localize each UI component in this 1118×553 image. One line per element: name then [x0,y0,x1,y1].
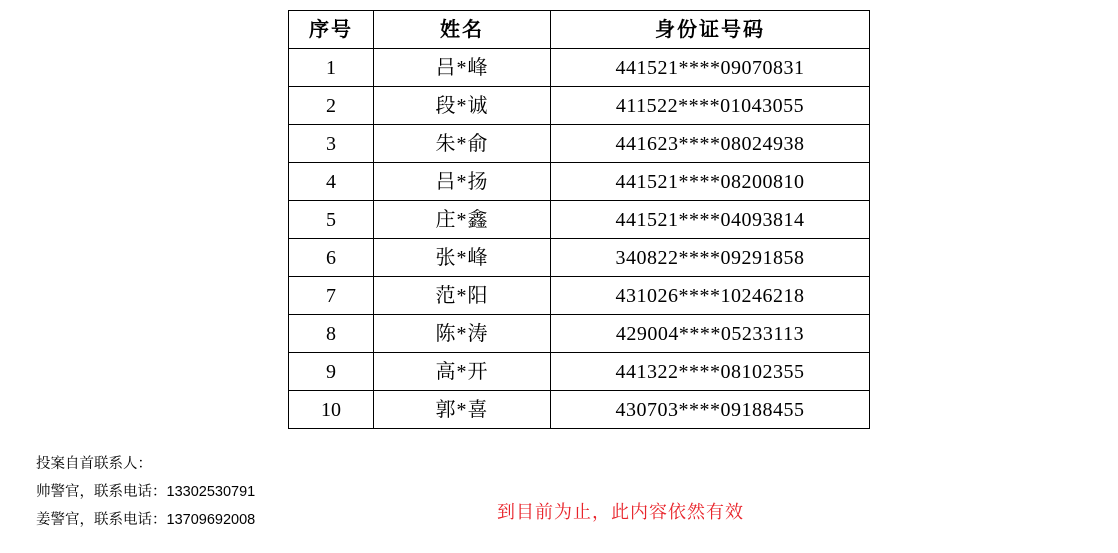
cell-id: 430703****09188455 [551,391,870,429]
cell-no: 4 [289,163,374,201]
cell-name: 吕*峰 [374,49,551,87]
column-header-no: 序号 [289,11,374,49]
table-header [289,11,870,49]
id-list-table [288,10,870,429]
table-row [289,353,870,391]
cell-id: 431026****10246218 [551,277,870,315]
cell-id: 441521****09070831 [551,49,870,87]
cell-no: 6 [289,239,374,277]
cell-name: 朱*俞 [374,125,551,163]
table-row [289,201,870,239]
cell-name: 郭*喜 [374,391,551,429]
cell-id: 441322****08102355 [551,353,870,391]
cell-name: 范*阳 [374,277,551,315]
cell-id: 441623****08024938 [551,125,870,163]
cell-no: 5 [289,201,374,239]
cell-id: 340822****09291858 [551,239,870,277]
table-row [289,315,870,353]
table-row [289,125,870,163]
table-row [289,277,870,315]
table-row [289,49,870,87]
cell-id: 441521****04093814 [551,201,870,239]
footer-contact-shuai: 帅警官，联系电话：13302530791 [36,484,256,500]
cell-name: 陈*涛 [374,315,551,353]
table-row [289,163,870,201]
table-row [289,239,870,277]
column-header-id: 身份证号码 [551,11,870,49]
footer-title: 投案自首联系人： [36,456,152,472]
cell-no: 2 [289,87,374,125]
cell-no: 1 [289,49,374,87]
footer-contact-jiang: 姜警官，联系电话：13709692008 [36,512,256,528]
table-header-row [289,11,870,49]
column-header-name: 姓名 [374,11,551,49]
cell-no: 9 [289,353,374,391]
cell-no: 10 [289,391,374,429]
table-row [289,391,870,429]
footer-contacts [36,450,255,534]
cell-no: 7 [289,277,374,315]
cell-id: 411522****01043055 [551,87,870,125]
cell-id: 441521****08200810 [551,163,870,201]
cell-id: 429004****05233113 [551,315,870,353]
cell-name: 庄*鑫 [374,201,551,239]
cell-name: 吕*扬 [374,163,551,201]
table-row [289,87,870,125]
validity-notice: 到目前为止，此内容依然有效 [497,502,744,522]
cell-name: 高*开 [374,353,551,391]
cell-name: 段*诚 [374,87,551,125]
cell-no: 3 [289,125,374,163]
cell-name: 张*峰 [374,239,551,277]
table-body [289,49,870,429]
cell-no: 8 [289,315,374,353]
